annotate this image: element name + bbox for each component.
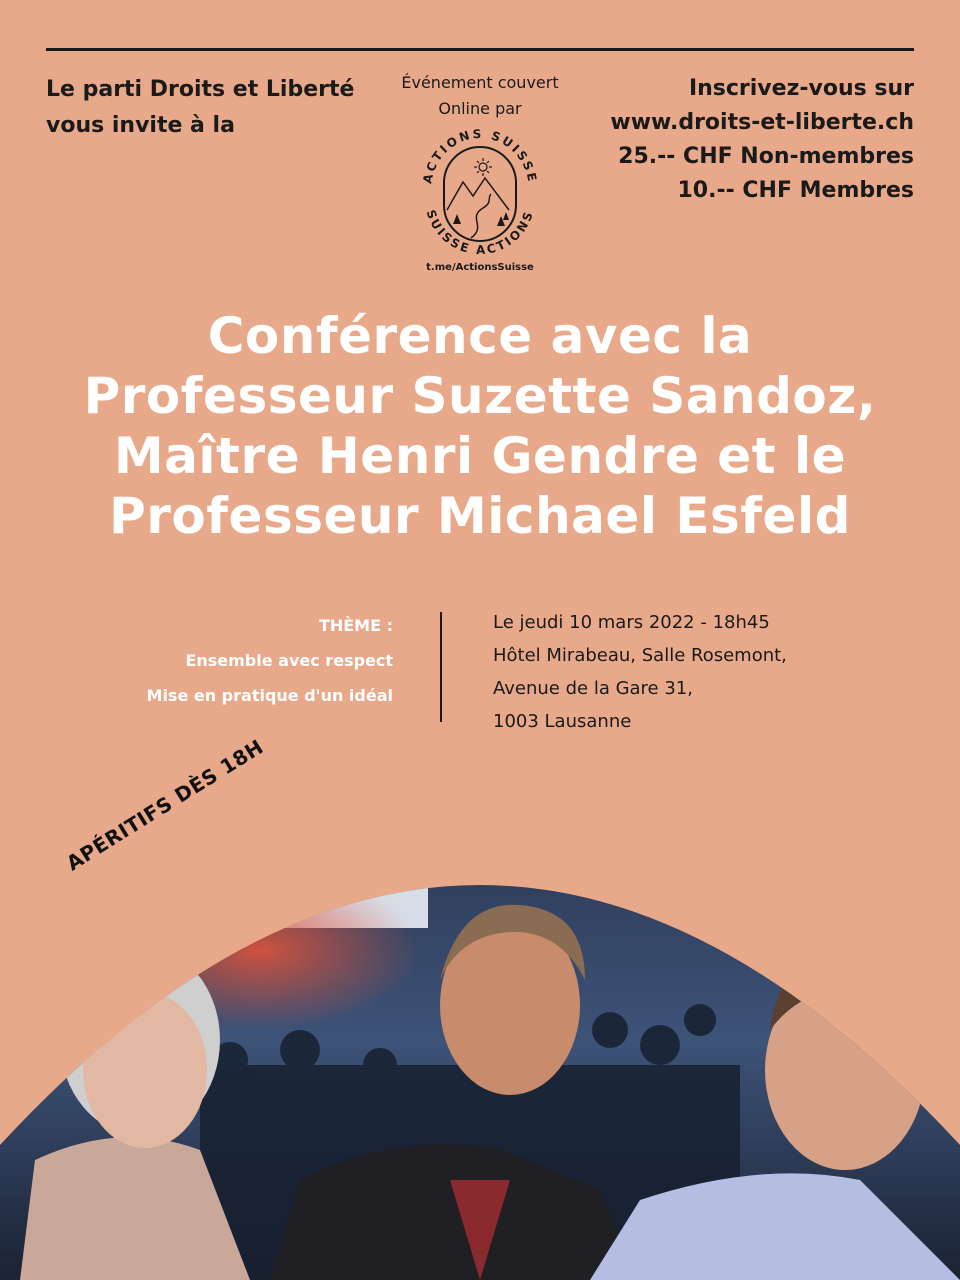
- aperitifs-banner: APÉRITIFS DÈS 18H: [62, 734, 268, 876]
- headline-line-1: Conférence avec la: [207, 307, 753, 365]
- coverage-text: [380, 70, 580, 122]
- conference-headline: [0, 306, 960, 546]
- invite-line-1: Le parti Droits et Liberté: [46, 77, 355, 102]
- sun-icon: [474, 158, 492, 176]
- vertical-divider: [440, 612, 442, 722]
- invite-line-2: vous invite à la: [46, 113, 235, 138]
- svg-text:SUISSE ACTIONS: [424, 208, 537, 257]
- logo-badge-outline: [444, 147, 516, 241]
- signup-label: Inscrivez-vous sur: [688, 76, 914, 101]
- website-link[interactable]: www.droits-et-liberte.ch: [610, 110, 914, 135]
- photo-collage: [0, 800, 960, 1280]
- svg-text:ACTIONS SUISSE: [420, 127, 539, 185]
- price-members: 10.-- CHF Membres: [677, 178, 914, 203]
- event-details: [493, 606, 787, 738]
- theme-label: THÈME :: [318, 616, 393, 635]
- mountain-icon: [447, 178, 509, 210]
- event-city: 1003 Lausanne: [493, 711, 632, 732]
- actions-suisse-logo: [411, 120, 549, 260]
- event-date-time: Le jeudi 10 mars 2022 - 18h45: [493, 612, 770, 633]
- registration-pricing: [610, 72, 914, 208]
- coverage-line-2: Online par: [438, 99, 522, 118]
- headline-line-4: Professeur Michael Esfeld: [109, 487, 851, 545]
- theme-line-2: Mise en pratique d'un idéal: [146, 686, 393, 705]
- river-icon: [471, 194, 491, 238]
- top-rule: [46, 48, 914, 51]
- speakers-photo: [0, 800, 960, 1280]
- headline-line-3: Maître Henri Gendre et le: [113, 427, 847, 485]
- tree-icons: [453, 212, 509, 226]
- event-venue: Hôtel Mirabeau, Salle Rosemont,: [493, 645, 787, 666]
- invitation-text: [46, 72, 354, 144]
- price-non-members: 25.-- CHF Non-membres: [618, 144, 914, 169]
- headline-line-2: Professeur Suzette Sandoz,: [83, 367, 877, 425]
- logo-handle: t.me/ActionsSuisse: [426, 262, 534, 273]
- theme-line-1: Ensemble avec respect: [185, 651, 393, 670]
- theme-block: [147, 608, 393, 713]
- logo-text-top: ACTIONS SUISSE: [420, 126, 540, 185]
- stage-light: [100, 870, 420, 1030]
- event-street: Avenue de la Gare 31,: [493, 678, 693, 699]
- coverage-line-1: Événement couvert: [401, 73, 559, 92]
- logo-text-bottom: SUISSE ACTIONS: [423, 207, 537, 258]
